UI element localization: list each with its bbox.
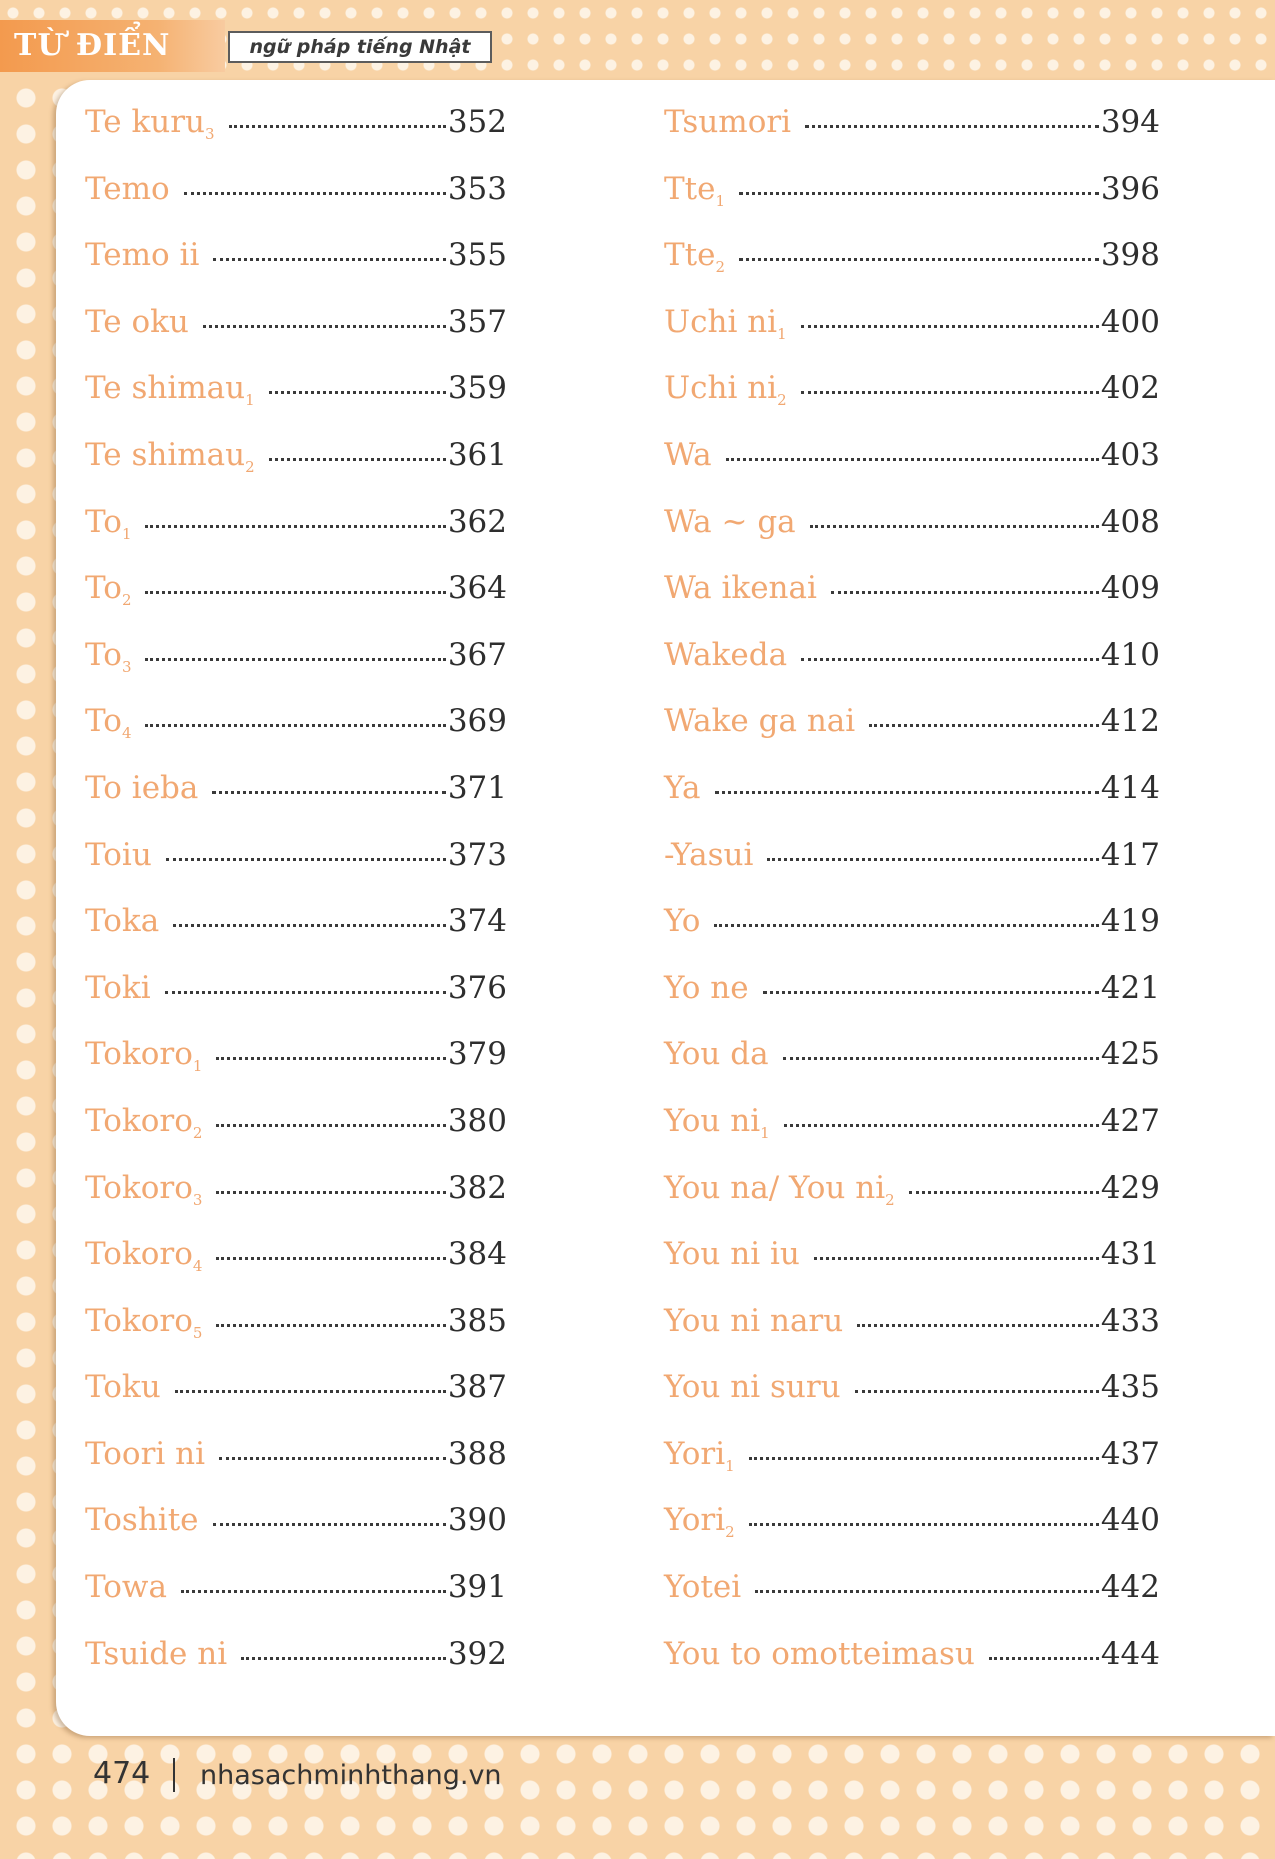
entry-term: You ni suru — [664, 1369, 841, 1406]
dot-leader — [216, 1257, 445, 1260]
index-entry — [85, 1369, 507, 1436]
entry-page-number: 380 — [447, 1102, 507, 1139]
entry-page-number: 382 — [447, 1169, 507, 1206]
index-entry — [85, 637, 507, 704]
book-subtitle: ngữ pháp tiếng Nhật — [228, 31, 492, 63]
entry-term: Wa ikenai — [664, 570, 817, 607]
dot-leader — [784, 1124, 1099, 1127]
index-column-left — [85, 104, 507, 1702]
index-entry — [664, 970, 1160, 1037]
page-number: 474 — [93, 1756, 151, 1791]
entry-page-number: 357 — [447, 303, 507, 340]
index-entry — [85, 104, 507, 171]
dot-leader — [145, 724, 445, 727]
dot-leader — [805, 125, 1099, 128]
entry-subscript: 2 — [192, 1124, 203, 1143]
entry-subscript: 2 — [245, 458, 255, 477]
entry-subscript: 2 — [715, 258, 726, 277]
index-entry — [85, 1569, 507, 1636]
entry-subscript: 3 — [205, 125, 215, 144]
entry-subscript: 2 — [777, 391, 787, 410]
index-entry — [664, 304, 1160, 371]
entry-term: You ni naru — [664, 1302, 844, 1339]
index-entry — [664, 1369, 1160, 1436]
dot-leader — [203, 325, 446, 328]
entry-page-number: 362 — [447, 503, 507, 540]
entry-subscript: 1 — [121, 524, 132, 543]
entry-page-number: 374 — [447, 903, 507, 940]
entry-page-number: 379 — [447, 1036, 507, 1073]
index-entry — [85, 703, 507, 770]
dot-leader — [739, 192, 1099, 195]
entry-page-number: 376 — [447, 969, 507, 1006]
entry-term: You ni iu — [664, 1236, 800, 1273]
entry-page-number: 412 — [1100, 703, 1160, 740]
entry-term: You $ni_1$ — [664, 1102, 770, 1143]
dot-leader — [715, 791, 1099, 794]
entry-term: Yo — [664, 903, 701, 940]
publisher-website: nhasachminhthang.vn — [200, 1760, 502, 1791]
index-entry — [664, 837, 1160, 904]
entry-term: You da — [664, 1036, 769, 1073]
entry-page-number: 414 — [1100, 769, 1160, 806]
entry-term: Tokoro$_2$ — [85, 1102, 203, 1143]
entry-term: Wa — [664, 436, 712, 473]
dot-leader — [213, 1523, 446, 1526]
entry-term: Toiu — [85, 836, 152, 873]
entry-term: Uchi $ni_1$ — [664, 303, 787, 343]
entry-page-number: 371 — [447, 769, 507, 806]
entry-term: You na/ You $ni_2$ — [664, 1169, 895, 1209]
dot-leader — [216, 1191, 445, 1194]
index-entry — [664, 1436, 1160, 1503]
footer-divider — [173, 1758, 175, 1792]
index-entry — [85, 1036, 507, 1103]
entry-page-number: 433 — [1100, 1302, 1160, 1339]
entry-page-number: 408 — [1100, 503, 1160, 540]
entry-page-number: 402 — [1100, 370, 1160, 407]
dot-leader — [269, 391, 446, 394]
dot-leader — [269, 458, 446, 461]
entry-page-number: 361 — [447, 436, 507, 473]
dot-leader — [855, 1390, 1099, 1393]
entry-page-number: 440 — [1100, 1502, 1160, 1539]
entry-term: Toshite — [85, 1502, 199, 1539]
entry-term: Toka — [85, 903, 160, 940]
entry-term: Temo ii — [85, 237, 200, 274]
dot-leader — [184, 192, 446, 195]
book-title-label: TỪ ĐIỂN — [0, 20, 225, 72]
index-entry — [85, 1170, 507, 1237]
entry-term: Tokoro$_1$ — [85, 1036, 203, 1076]
index-entry — [664, 1569, 1160, 1636]
dot-leader — [857, 1324, 1099, 1327]
index-column-right — [664, 104, 1160, 1702]
entry-term: $To_3$ — [85, 636, 132, 676]
index-entry — [85, 1303, 507, 1370]
dot-leader — [739, 258, 1099, 261]
entry-term: To ieba — [85, 769, 199, 806]
dot-leader — [166, 858, 446, 861]
index-entry — [664, 1636, 1160, 1703]
entry-term: You to omotteimasu — [664, 1635, 975, 1672]
dot-leader — [241, 1657, 446, 1660]
entry-term: Yotei — [664, 1569, 742, 1606]
entry-page-number: 403 — [1100, 436, 1160, 473]
dot-leader — [801, 391, 1099, 394]
entry-term: Yori$_1$ — [664, 1435, 735, 1476]
entry-page-number: 359 — [447, 370, 507, 407]
index-entry — [664, 437, 1160, 504]
entry-page-number: 367 — [447, 636, 507, 673]
entry-subscript: 5 — [192, 1323, 203, 1342]
entry-term: Uchi $ni_2$ — [664, 370, 787, 410]
entry-subscript: 4 — [121, 724, 132, 743]
entry-page-number: 419 — [1100, 903, 1160, 940]
index-entry — [664, 237, 1160, 304]
entry-page-number: 355 — [447, 237, 507, 274]
entry-term: Te oku — [85, 303, 189, 340]
entry-page-number: 409 — [1100, 570, 1160, 607]
entry-term: Ya — [664, 769, 701, 806]
index-entry — [664, 1170, 1160, 1237]
entry-subscript: 1 — [192, 1057, 203, 1076]
index-entry — [85, 171, 507, 238]
entry-term: Toori ni — [85, 1435, 206, 1472]
entry-term: Tokoro$_4$ — [85, 1236, 203, 1276]
entry-subscript: 1 — [245, 391, 255, 410]
dot-leader — [989, 1657, 1099, 1660]
index-entry — [664, 504, 1160, 571]
entry-page-number: 373 — [447, 836, 507, 873]
index-entry — [85, 304, 507, 371]
entry-page-number: 390 — [447, 1502, 507, 1539]
entry-page-number: 417 — [1100, 836, 1160, 873]
index-entry — [85, 1436, 507, 1503]
dot-leader — [810, 525, 1099, 528]
dot-leader — [755, 1590, 1099, 1593]
index-entry — [85, 1502, 507, 1569]
entry-page-number: 421 — [1100, 969, 1160, 1006]
index-entry — [85, 504, 507, 571]
entry-subscript: 4 — [192, 1257, 203, 1276]
index-entry — [85, 237, 507, 304]
entry-page-number: 352 — [447, 104, 507, 140]
entry-term: Wake ga nai — [664, 703, 856, 740]
entry-subscript: 3 — [121, 657, 132, 676]
index-entry — [664, 171, 1160, 238]
entry-page-number: 353 — [447, 170, 507, 207]
entry-term: Wakeda — [664, 636, 788, 673]
dot-leader — [165, 991, 446, 994]
entry-term: Yori$_2$ — [664, 1502, 735, 1542]
entry-term: Towa — [85, 1569, 167, 1606]
dot-leader — [216, 1324, 445, 1327]
index-entry — [664, 903, 1160, 970]
index-entry — [664, 570, 1160, 637]
entry-subscript: 1 — [777, 324, 787, 343]
entry-term: $To_2$ — [85, 570, 132, 610]
entry-subscript: 2 — [121, 591, 132, 610]
entry-page-number: 431 — [1100, 1236, 1160, 1273]
index-entry — [85, 970, 507, 1037]
index-entry — [664, 370, 1160, 437]
dot-leader — [216, 1124, 445, 1127]
dot-leader — [145, 525, 445, 528]
entry-term: Tsuide ni — [85, 1635, 228, 1672]
entry-page-number: 391 — [447, 1569, 507, 1606]
entry-page-number: 425 — [1100, 1036, 1160, 1073]
entry-subscript: 2 — [885, 1190, 895, 1209]
entry-term: Tsumori — [664, 104, 792, 140]
dot-leader — [714, 924, 1098, 927]
entry-subscript: 3 — [192, 1190, 203, 1209]
index-entry — [664, 770, 1160, 837]
dot-leader — [814, 1257, 1099, 1260]
index-entry — [664, 1303, 1160, 1370]
index-entry — [85, 770, 507, 837]
entry-term: Tokoro$_3$ — [85, 1169, 203, 1209]
entry-subscript: 1 — [725, 1457, 735, 1476]
index-entry — [85, 370, 507, 437]
entry-term: -Yasui — [664, 836, 754, 873]
entry-term: Toki — [85, 969, 151, 1006]
entry-subscript: 1 — [760, 1124, 770, 1143]
entry-term: $To_4$ — [85, 703, 132, 743]
entry-page-number: 396 — [1100, 170, 1160, 207]
entry-term: $To_1$ — [85, 503, 132, 543]
index-entry — [664, 1103, 1160, 1170]
entry-term: Tte$_1$ — [664, 170, 726, 210]
dot-leader — [213, 258, 445, 261]
index-entry — [85, 1636, 507, 1703]
entry-page-number: 394 — [1100, 104, 1160, 140]
index-entry — [85, 837, 507, 904]
index-entry — [85, 1236, 507, 1303]
entry-term: Tte$_2$ — [664, 237, 726, 277]
entry-term: Te shimau$_1$ — [85, 370, 255, 410]
entry-page-number: 400 — [1100, 303, 1160, 340]
entry-page-number: 429 — [1100, 1169, 1160, 1206]
entry-page-number: 435 — [1100, 1369, 1160, 1406]
dot-leader — [145, 658, 445, 661]
dot-leader — [219, 1457, 446, 1460]
index-entry — [664, 703, 1160, 770]
entry-term: Temo — [85, 170, 170, 207]
dot-leader — [767, 858, 1098, 861]
entry-term: Te shimau$_2$ — [85, 436, 255, 477]
dot-leader — [175, 1390, 446, 1393]
dot-leader — [181, 1590, 446, 1593]
dot-leader — [909, 1191, 1099, 1194]
entry-subscript: 2 — [725, 1523, 735, 1542]
entry-term: Yo ne — [664, 969, 749, 1006]
entry-term: Te kuru$_3$ — [85, 104, 215, 144]
entry-page-number: 442 — [1100, 1569, 1160, 1606]
dot-leader — [801, 325, 1099, 328]
dot-leader — [216, 1057, 445, 1060]
index-entry — [85, 903, 507, 970]
dot-leader — [749, 1523, 1099, 1526]
entry-subscript: 1 — [715, 191, 726, 210]
entry-page-number: 444 — [1100, 1635, 1160, 1672]
index-entry — [664, 1036, 1160, 1103]
entry-page-number: 384 — [447, 1236, 507, 1273]
entry-term: Tokoro$_5$ — [85, 1302, 203, 1342]
entry-term: Wa ~ ga — [664, 503, 796, 540]
dot-leader — [763, 991, 1099, 994]
dot-leader — [783, 1057, 1099, 1060]
dot-leader — [831, 591, 1099, 594]
entry-page-number: 385 — [447, 1302, 507, 1339]
index-entry — [664, 1236, 1160, 1303]
index-entry — [85, 437, 507, 504]
index-entry — [664, 104, 1160, 171]
entry-page-number: 364 — [447, 570, 507, 607]
entry-page-number: 398 — [1100, 237, 1160, 274]
index-entry — [664, 637, 1160, 704]
dot-leader — [229, 125, 446, 128]
dot-leader — [145, 591, 445, 594]
entry-page-number: 392 — [447, 1635, 507, 1672]
entry-page-number: 427 — [1100, 1102, 1160, 1139]
entry-page-number: 437 — [1100, 1435, 1160, 1472]
dot-leader — [801, 658, 1099, 661]
dot-leader — [173, 924, 446, 927]
entry-page-number: 410 — [1100, 636, 1160, 673]
dot-leader — [749, 1457, 1099, 1460]
entry-page-number: 387 — [447, 1369, 507, 1406]
entry-term: Toku — [85, 1369, 161, 1406]
entry-page-number: 369 — [447, 703, 507, 740]
dot-leader — [726, 458, 1099, 461]
index-entry — [85, 570, 507, 637]
dot-leader — [212, 791, 445, 794]
index-entry — [664, 1502, 1160, 1569]
index-entry — [85, 1103, 507, 1170]
dot-leader — [869, 724, 1099, 727]
entry-page-number: 388 — [447, 1435, 507, 1472]
